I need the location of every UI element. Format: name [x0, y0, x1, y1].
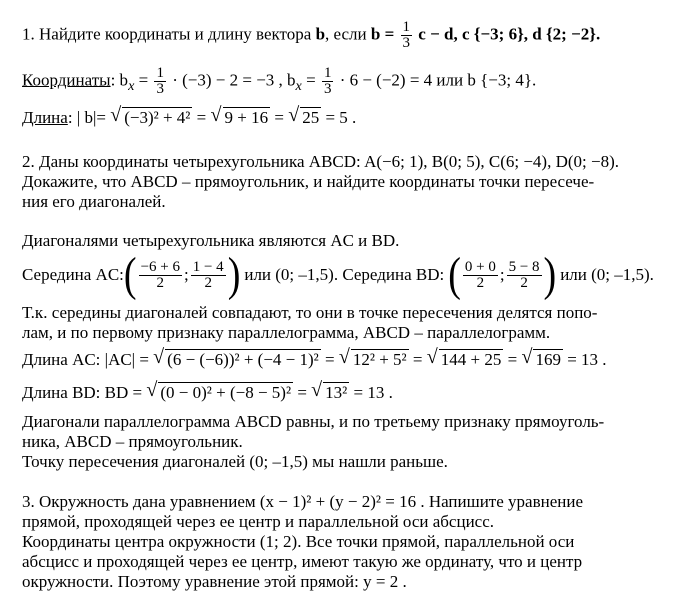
rectangle-proof-text: Диагонали параллелограмма ABCD равны, и по третьему признаку прямоуголь- ника, ABCD – прямоугольник. Точку пересечения диагоналей (0; –1,5) мы нашли раньше.: [22, 412, 605, 471]
problem-3-text: 3. Окружность дана уравнением (x − 1)² + (y − 2)² = 16 . Напишите уравнение прямой, проходящей через ее центр и параллельной оси абсцисс. Координаты центра окружности (1; 2). Все точки прямой, параллельной оси абсцисс и проходящей через ее центр, имеют такую же ординату, что и центр окружности. Поэтому уравнение этой прямой: y = 2 .: [22, 492, 583, 591]
task-text: 1. Найдите координаты и длину вектора: [22, 24, 312, 44]
vector-b: b: [315, 24, 326, 44]
sqrt: √ (−3)² + 4²: [112, 108, 192, 128]
sqrt: √ 144 + 25: [429, 350, 504, 370]
sqrt: √ 12² + 5²: [341, 350, 409, 370]
midpoint-bd: ( $\frac{0 + 0}{2}$ ; $\frac{5 - 8}{2}$ ): [448, 248, 557, 302]
sqrt: √ (0 − 0)² + (−8 − 5)²: [148, 383, 293, 403]
fraction: $\frac{1}{3}$: [323, 65, 332, 97]
vector-d: d {2; −2}.: [532, 24, 601, 44]
coordinates-label: Координаты: [22, 70, 111, 90]
problem-1-statement: [22, 20, 665, 51]
length-label: Длина: [22, 108, 68, 127]
parallelogram-text: Т.к. середины диагоналей совпадают, то они в точке пересечения делятся попо- лам, и по первому признаку параллелограмма, ABCD – параллелограмм.: [22, 303, 598, 342]
fraction: $\frac{1}{3}$: [156, 65, 164, 97]
coordinates-line: Координаты: $b_x$ = $\frac{1}{3}$ · (−3) − 2 = −3 , $b_x$ = $\frac{1}{3}$ · 6 − (−2) = 4 или b {−3; 4}.: [22, 65, 537, 97]
fraction: $\frac{1}{3}$: [402, 19, 411, 51]
task-text: , если: [325, 24, 367, 44]
sqrt: √ (6 − (−6))² + (−4 − 1)²: [155, 350, 321, 370]
midpoint-ac: ( $\frac{-6 + 6}{2}$ ; $\frac{1 - 4}{2}$ ): [123, 248, 241, 302]
vector-expression: c − d,: [418, 24, 458, 44]
midpoints-line: Середина AC: ( $\frac{-6 + 6}{2}$ ; $\frac{1 - 4}{2}$ ) или (0; –1,5). Середина BD: ( $\frac{0 + 0}{2}$ ; $\frac{5 - 8}{2}$ ) или (0; –1,5).: [22, 248, 654, 302]
length-bd-line: Длина BD: BD = √ (0 − 0)² + (−8 − 5)² = √ 13² = 13 .: [22, 383, 665, 403]
sqrt: √ 13²: [313, 383, 349, 403]
length-line: Длина: | b|= √ (−3)² + 4² = √ 9 + 16 = √ 25 = 5 .: [22, 108, 665, 128]
sqrt: √ 169: [523, 350, 563, 370]
length-ac-line: Длина AC: |AC| = √ (6 − (−6))² + (−4 − 1)² = √ 12² + 5² = √ 144 + 25 = √ 169 = 13 .: [22, 350, 665, 370]
sqrt: √ 9 + 16: [213, 108, 271, 128]
vector-c: c {−3; 6},: [461, 24, 529, 44]
vector-equation: b =: [370, 24, 395, 44]
diagonals-text: Диагоналями четырехугольника являются AC и BD.: [22, 231, 400, 250]
problem-2-statement: 2. Даны координаты четырехугольника ABCD: A(−6; 1), B(0; 5), C(6; −4), D(0; −8). Докажите, что ABCD – прямоугольник, и найдите координаты точки пересече- ния его диагоналей.: [22, 152, 620, 211]
sqrt: √ 25: [290, 108, 321, 128]
